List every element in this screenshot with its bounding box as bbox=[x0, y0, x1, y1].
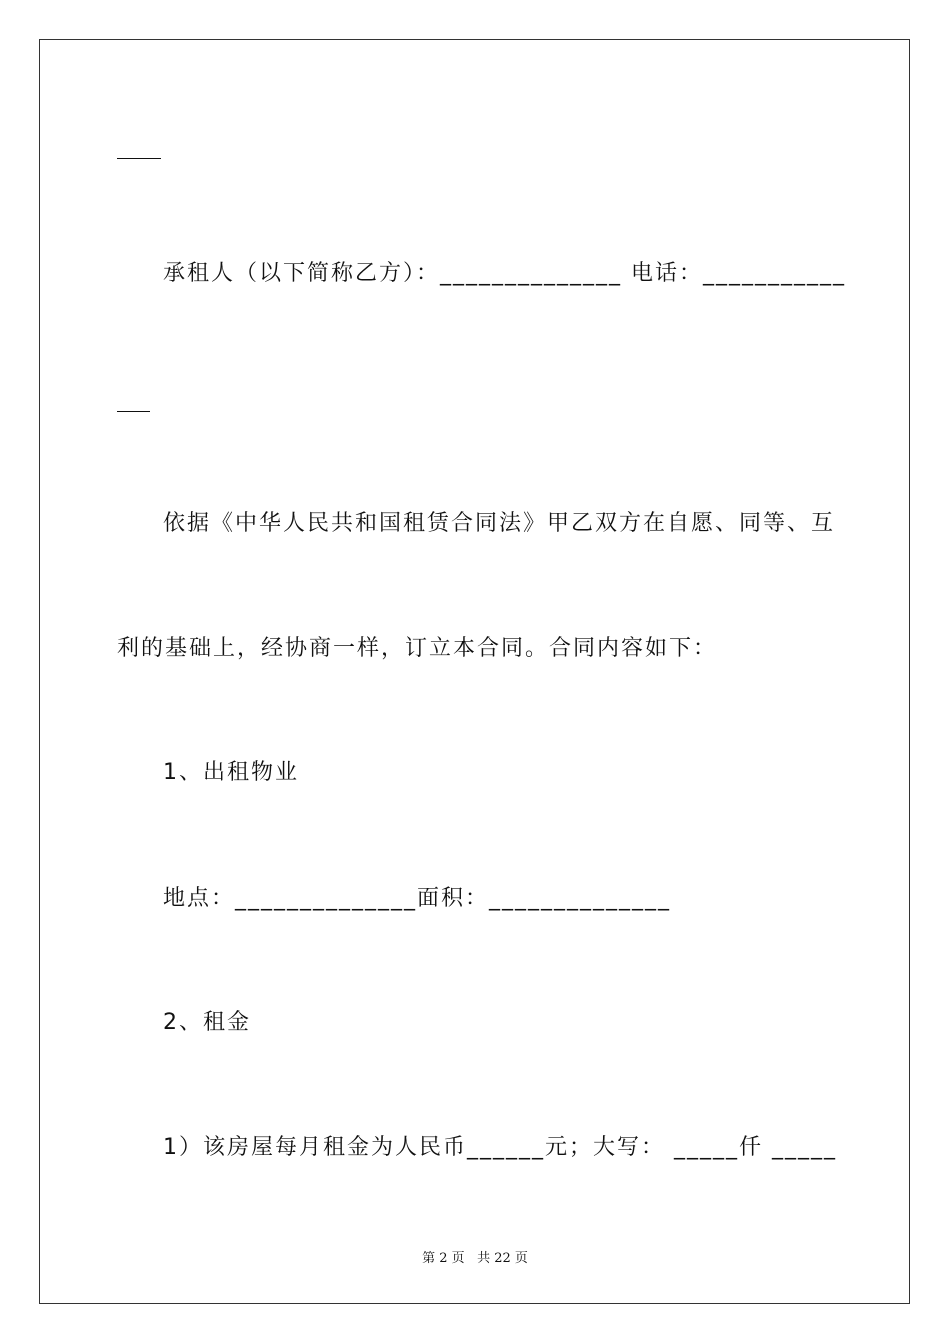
basis-line-2: 利的基础上，经协商一样，订立本合同。合同内容如下： bbox=[117, 636, 718, 661]
page-number: 第 2 页 bbox=[422, 1251, 465, 1266]
phone-continuation-underline bbox=[117, 411, 150, 412]
page-total: 共 22 页 bbox=[477, 1251, 528, 1266]
basis-line-1: 依据《中华人民共和国租赁合同法》甲乙双方在自愿、同等、互 bbox=[163, 511, 836, 536]
section-1-heading: 1、出租物业 bbox=[163, 760, 299, 785]
continuation-underline bbox=[117, 158, 161, 159]
page-border bbox=[39, 39, 910, 1304]
page-footer bbox=[0, 1247, 950, 1266]
tenant-line: 承租人（以下简称乙方）：______________ 电话：___________ bbox=[163, 261, 846, 286]
rent-line: 1）该房屋每月租金为人民币______元；大写： _____仟 _____ bbox=[163, 1135, 837, 1160]
section-2-heading: 2、租金 bbox=[163, 1010, 251, 1035]
location-area-line: 地点：______________面积：______________ bbox=[163, 886, 672, 911]
